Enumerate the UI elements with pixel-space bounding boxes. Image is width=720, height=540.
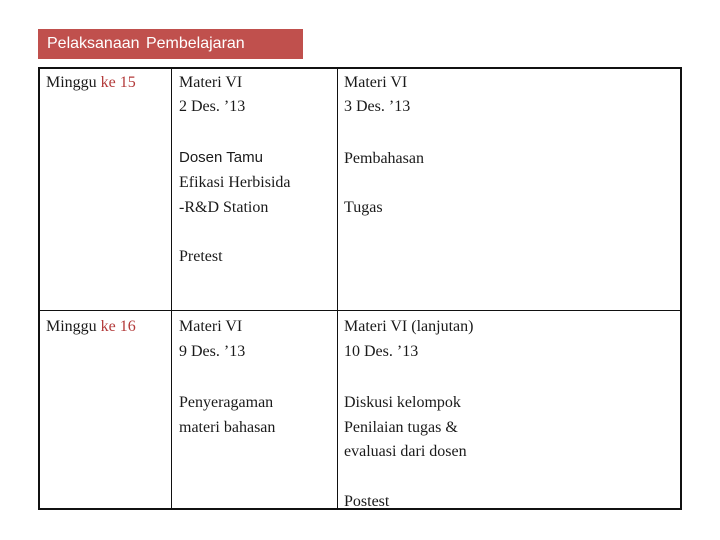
column-divider — [337, 69, 338, 508]
week-label-prefix: Minggu — [46, 318, 97, 335]
schedule-table — [38, 67, 682, 510]
week-16-day-2-activity-line-2: Penilaian tugas & — [344, 419, 458, 436]
week-label-number: ke 15 — [100, 74, 136, 91]
column-divider — [171, 69, 172, 508]
row-divider — [40, 310, 680, 311]
week-16-label — [46, 314, 136, 339]
week-16-day-2-topic: Materi VI (lanjutan) — [344, 318, 474, 335]
week-label-number: ke 16 — [100, 318, 136, 335]
week-15-day-2-activity-2: Tugas — [344, 199, 383, 216]
week-16-day-1-topic: Materi VI — [179, 318, 243, 335]
week-label-prefix: Minggu — [46, 74, 97, 91]
week-15-day-2-topic: Materi VI — [344, 74, 408, 91]
week-16-day-2-date: 10 Des. ’13 — [344, 343, 419, 360]
week-15-day-1-date: 2 Des. ’13 — [179, 98, 246, 115]
page-title: Pelaksanaan Pembelajaran — [38, 29, 303, 59]
week-15-day-2-activity-1: Pembahasan — [344, 150, 424, 167]
week-15-day-2-date: 3 Des. ’13 — [344, 98, 411, 115]
week-16-day-1-date: 9 Des. ’13 — [179, 343, 246, 360]
week-16-day-1-activity-line-2: materi bahasan — [179, 419, 276, 436]
week-15-day-1-activity-line-1: Efikasi Herbisida — [179, 174, 291, 191]
week-16-day-2-activity-line-3: evaluasi dari dosen — [344, 443, 467, 460]
week-15-day-1-topic: Materi VI — [179, 74, 243, 91]
week-15-day-1-speaker: Dosen Tamu — [179, 149, 263, 166]
week-16-day-1-activity-line-1: Penyeragaman — [179, 394, 274, 411]
week-15-label — [46, 70, 136, 95]
week-16-day-2-activity-line-1: Diskusi kelompok — [344, 394, 461, 411]
week-15-day-1-activity-line-2: -R&D Station — [179, 199, 269, 216]
week-15-pretest: Pretest — [179, 248, 223, 265]
week-16-postest: Postest — [344, 493, 390, 510]
